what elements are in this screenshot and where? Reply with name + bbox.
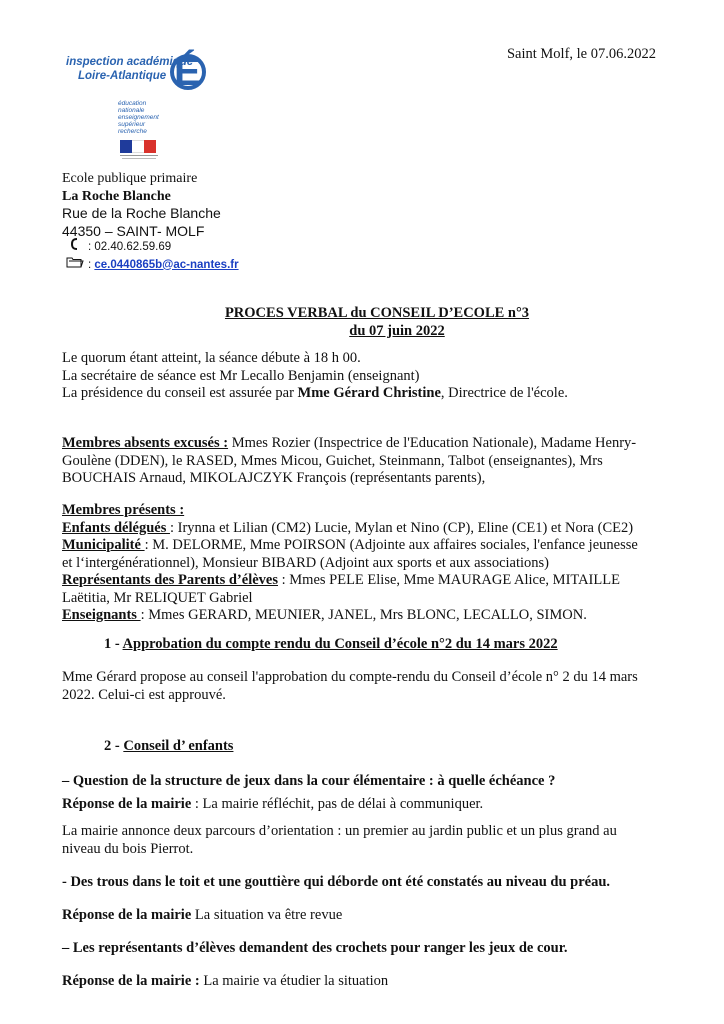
section1-heading: [104, 636, 664, 654]
answer-1: [62, 796, 672, 814]
title-line1: PROCES VERBAL du CONSEIL D’ECOLE n°3: [224, 305, 530, 321]
ministry-line: supérieur: [118, 121, 146, 128]
french-flag-icon: [120, 140, 156, 153]
section1-title: Approbation du compte rendu du Conseil d’école n°2 du 14 mars 2022: [122, 636, 558, 652]
presents-label: Membres présents :: [62, 502, 185, 518]
intro-text: , Directrice de l'école.: [440, 385, 568, 401]
email-prefix: :: [88, 258, 95, 271]
answer-1-detail: [62, 823, 672, 858]
enseignants-text: : Mmes GERARD, MEUNIER, JANEL, Mrs BLONC, LECALLO, SIMON.: [140, 607, 587, 623]
flag-caption-line: [122, 158, 156, 159]
academy-logo: [62, 42, 212, 167]
folder-icon: [66, 256, 84, 274]
school-name: La Roche Blanche: [62, 188, 171, 204]
municipalite-text: : M. DELORME, Mme POIRSON (Adjointe aux affaires sociales, l'enfance jeunesse: [144, 537, 638, 553]
absents-text: BOUCHAIS Arnaud, MIKOLAJCZYK François (représentants parents),: [62, 470, 486, 486]
ministry-line: nationale: [118, 107, 145, 114]
municipalite-label: Municipalité: [62, 537, 145, 553]
intro-line: Le quorum étant atteint, la séance débute à 18 h 00.: [62, 350, 361, 366]
municipalite-text: et l‘intergénérationnel), Monsieur BIBARD (Adjoint aux sports et aux associations): [62, 554, 549, 571]
answer-label: Réponse de la mairie: [62, 796, 192, 812]
phone-icon: [66, 238, 84, 256]
enseignants-label: Enseignants: [62, 607, 141, 623]
absent-members: [62, 435, 672, 488]
ministry-line: éducation: [118, 100, 147, 107]
phone-number: : 02.40.62.59.69: [88, 240, 172, 253]
section1-number: 1 -: [104, 636, 123, 652]
question-1: – Question de la structure de jeux dans la cour élémentaire : à quelle échéance ?: [62, 773, 556, 789]
document-title: [0, 305, 724, 340]
question-3: – Les représentants d’élèves demandent des crochets pour ranger les jeux de cour.: [62, 940, 568, 956]
section2-title: Conseil d’ enfants: [123, 738, 234, 754]
ministry-line: recherche: [118, 128, 147, 135]
answer-text: La mairie va étudier la situation: [199, 973, 389, 989]
present-members: [62, 502, 672, 625]
section1-line: Mme Gérard propose au conseil l'approbation du compte-rendu du Conseil d’école n° 2 du 14 mars: [62, 669, 638, 685]
logo-letter: É: [174, 50, 201, 94]
section1-text: [62, 669, 672, 704]
phone-row: [66, 238, 239, 256]
contact-block: [66, 238, 239, 274]
absents-text: Mmes Rozier (Inspectrice de l'Education Nationale), Madame Henry-: [228, 435, 637, 451]
email-row: [66, 256, 239, 274]
section1-line: 2022. Celui-ci est approuvé.: [62, 686, 226, 703]
school-address: [62, 170, 221, 240]
logo-line2: Loire-Atlantique: [78, 70, 167, 82]
section2-number: 2 -: [104, 738, 124, 754]
ministry-text: [118, 100, 159, 135]
question-2: - Des trous dans le toit et une gouttière qui déborde ont été constatés au niveau du préau.: [62, 874, 611, 890]
enfants-label: Enfants délégués: [62, 519, 170, 536]
document-date: Saint Molf, le 07.06.2022: [506, 46, 656, 62]
ministry-line: enseignement: [118, 114, 159, 121]
answer-label: Réponse de la mairie: [62, 907, 192, 923]
intro-paragraph: [62, 350, 672, 403]
president-name: Mme Gérard Christine: [297, 385, 441, 401]
absents-label: Membres absents excusés :: [62, 435, 229, 451]
absents-text: Goulène (DDEN), le RASED, Mmes Micou, Guichet, Steinmann, Talbot (enseignantes), Mrs: [62, 452, 603, 469]
enfants-text: : Irynna et Lilian (CM2) Lucie, Mylan et Nino (CP), Eline (CE1) et Nora (CE2): [169, 519, 634, 536]
answer-label: Réponse de la mairie :: [62, 973, 200, 989]
intro-text: La présidence du conseil est assurée par: [62, 385, 298, 401]
answer-2: [62, 907, 672, 925]
flag-caption-line: [120, 155, 158, 156]
school-city: 44350 – SAINT- MOLF: [62, 222, 205, 239]
school-type: Ecole publique primaire: [62, 171, 198, 186]
intro-line: La secrétaire de séance est Mr Lecallo Benjamin (enseignant): [62, 367, 420, 384]
intro-line: [62, 385, 672, 403]
school-street: Rue de la Roche Blanche: [62, 205, 221, 221]
section2-heading: [104, 738, 233, 756]
answer-line: La mairie annonce deux parcours d’orientation : un premier au jardin public et un plus grand au: [62, 823, 617, 839]
answer-text: : La mairie réfléchit, pas de délai à communiquer.: [191, 796, 484, 812]
answer-text: La situation va être revue: [191, 907, 343, 923]
parents-text: : Mmes PELE Elise, Mme MAURAGE Alice, MITAILLE: [278, 572, 620, 588]
title-line2: du 07 juin 2022: [349, 322, 445, 339]
email-link[interactable]: ce.0440865b@ac-nantes.fr: [94, 258, 239, 271]
answer-line: niveau du bois Pierrot.: [62, 840, 194, 857]
answer-3: [62, 973, 672, 991]
parents-text: Laëtitia, Mr RELIQUET Gabriel: [62, 589, 253, 606]
logo-line1: inspection académique: [66, 56, 194, 68]
parents-label: Représentants des Parents d’élèves: [62, 572, 278, 588]
